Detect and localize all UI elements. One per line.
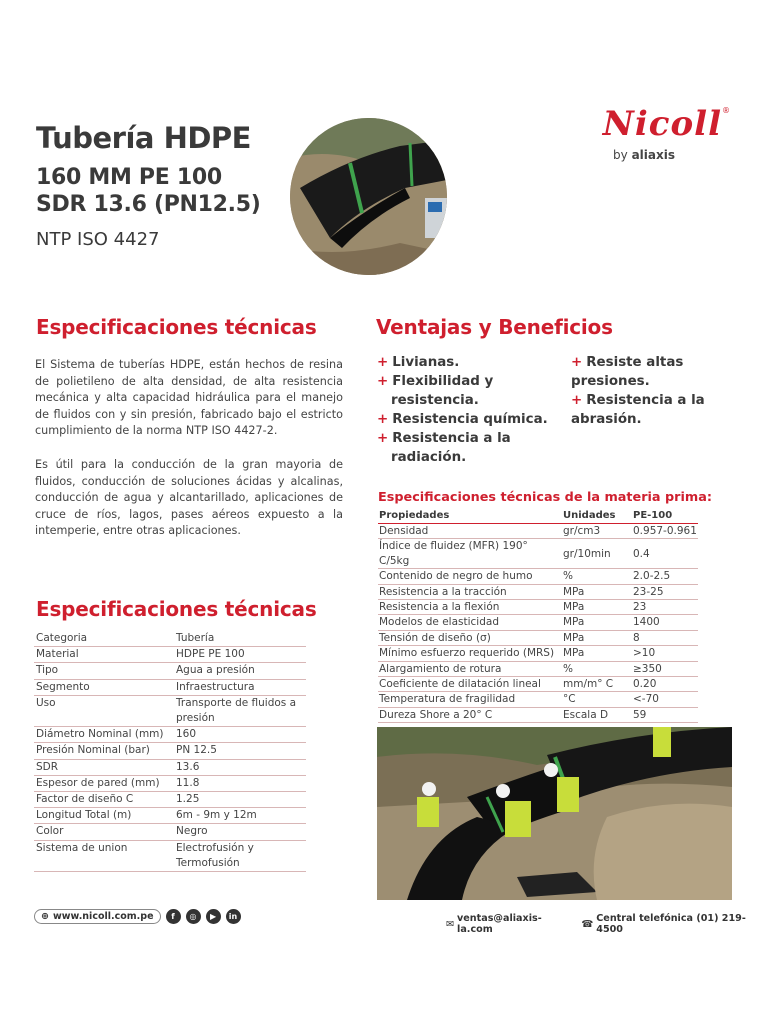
instagram-icon[interactable]: ◎ bbox=[186, 909, 201, 924]
table-row bbox=[378, 630, 698, 645]
spec-value: PN 12.5 bbox=[174, 743, 306, 759]
product-subtitle bbox=[36, 164, 260, 218]
property-value: 1400 bbox=[632, 615, 698, 630]
table-row bbox=[34, 840, 306, 871]
spec-label: Material bbox=[34, 647, 174, 663]
subtitle-line-2: SDR 13.6 (PN12.5) bbox=[36, 192, 261, 217]
table-row bbox=[34, 663, 306, 679]
spec-label: Presión Nominal (bar) bbox=[34, 743, 174, 759]
by-label: by bbox=[613, 148, 632, 162]
footer-left bbox=[34, 906, 241, 926]
plus-icon: + bbox=[377, 374, 389, 389]
property-name: Densidad bbox=[378, 524, 562, 539]
spec-value: Electrofusión y Termofusión bbox=[174, 840, 306, 871]
property-value: >10 bbox=[632, 646, 698, 661]
spec-label: SDR bbox=[34, 759, 174, 775]
spec-value: 13.6 bbox=[174, 759, 306, 775]
facebook-icon[interactable]: f bbox=[166, 909, 181, 924]
table-row bbox=[34, 775, 306, 791]
spec-value: Agua a presión bbox=[174, 663, 306, 679]
table-row bbox=[34, 743, 306, 759]
spec-label: Tipo bbox=[34, 663, 174, 679]
property-value: 59 bbox=[632, 707, 698, 722]
phone-label: Central telefónica (01) 219-4500 bbox=[596, 913, 746, 935]
spec-label: Segmento bbox=[34, 679, 174, 695]
column-header: Propiedades bbox=[378, 509, 562, 524]
property-value: 0.957-0.961 bbox=[633, 525, 697, 537]
specs-intro-paragraph-2: Es útil para la conducción de la gran mayoria de fluidos, conducción de soluciones ácidas y alcalinas, conducción de agua y alcantarillado, aplicaciones de cruce de ríos, lagos, pases aéreos expuesto a la intemperie, entre otras aplicaciones. bbox=[35, 458, 343, 537]
plus-icon: + bbox=[571, 393, 583, 408]
table-row bbox=[34, 792, 306, 808]
property-name: Modelos de elasticidad bbox=[378, 615, 562, 630]
table-row bbox=[378, 615, 698, 630]
spec-label: Color bbox=[34, 824, 174, 840]
table-row bbox=[34, 824, 306, 840]
website-link[interactable] bbox=[34, 909, 161, 924]
email-link[interactable]: ventas@aliaxis-la.com bbox=[457, 913, 542, 935]
property-value: <-70 bbox=[632, 692, 698, 707]
property-unit: mm/m° C bbox=[562, 677, 632, 692]
specs-table-heading: Especificaciones técnicas bbox=[36, 597, 317, 621]
spec-value: 6m - 9m y 12m bbox=[174, 808, 306, 824]
spec-value: Tubería bbox=[174, 631, 306, 647]
property-unit: MPa bbox=[562, 615, 632, 630]
property-unit: °C bbox=[562, 692, 632, 707]
spec-label: Factor de diseño C bbox=[34, 792, 174, 808]
property-value: ≥350 bbox=[632, 661, 698, 676]
spec-value: 1.25 bbox=[174, 792, 306, 808]
page-title: Tubería HDPE bbox=[36, 121, 251, 155]
table-row bbox=[34, 759, 306, 775]
spec-value: Infraestructura bbox=[174, 679, 306, 695]
property-unit: % bbox=[562, 569, 632, 584]
spec-value: 11.8 bbox=[174, 775, 306, 791]
material-specs-heading: Especificaciones técnicas de la materia prima: bbox=[378, 490, 712, 505]
property-value: 23-25 bbox=[632, 584, 698, 599]
property-name: Resistencia a la tracción bbox=[378, 584, 562, 599]
aliaxis-label: aliaxis bbox=[631, 148, 675, 162]
property-unit: MPa bbox=[562, 646, 632, 661]
advantages-heading: Ventajas y Beneficios bbox=[376, 315, 613, 339]
table-row bbox=[34, 631, 306, 647]
plus-icon: + bbox=[571, 355, 583, 370]
spec-label: Categoria bbox=[34, 631, 174, 647]
column-header: Unidades bbox=[562, 509, 632, 524]
table-row bbox=[34, 647, 306, 663]
property-name: Resistencia a la flexión bbox=[378, 600, 562, 615]
property-name: Contenido de negro de humo bbox=[378, 569, 562, 584]
phone-icon: ☎ bbox=[581, 918, 594, 930]
advantage-item: + Livianas. bbox=[377, 355, 460, 370]
table-row bbox=[378, 569, 698, 584]
property-name: Alargamiento de rotura bbox=[378, 661, 562, 676]
specs-intro-paragraph-1: El Sistema de tuberías HDPE, están hechos de resina de polietileno de alta densidad, de alta resistencia mecánica y alta capacidad hidráulica para el manejo de fluidos con y sin presión, fabricado bajo el estricto cumplimiento de la norma NTP ISO 4427-2. bbox=[35, 358, 343, 437]
table-row bbox=[34, 808, 306, 824]
advantages-list-left bbox=[377, 353, 562, 467]
property-name: Tensión de diseño (σ) bbox=[378, 630, 562, 645]
table-header-row bbox=[378, 509, 698, 524]
website-label: www.nicoll.com.pe bbox=[52, 910, 154, 922]
table-row bbox=[378, 584, 698, 599]
spec-value: Transporte de fluidos a presión bbox=[174, 695, 306, 726]
table-row bbox=[378, 677, 698, 692]
table-row bbox=[378, 661, 698, 676]
property-name: Coeficiente de dilatación lineal bbox=[378, 677, 562, 692]
property-unit: MPa bbox=[562, 630, 632, 645]
property-unit: % bbox=[562, 661, 632, 676]
advantages-list-right bbox=[571, 353, 731, 429]
globe-icon: ⊕ bbox=[41, 910, 49, 922]
plus-icon: + bbox=[377, 355, 389, 370]
property-unit: gr/cm3 bbox=[562, 524, 632, 539]
property-value: 0.20 bbox=[632, 677, 698, 692]
advantage-item: + Flexibilidad y resistencia. bbox=[377, 374, 494, 408]
property-value: 23 bbox=[632, 600, 698, 615]
hero-pipe-photo bbox=[290, 118, 447, 275]
column-header: PE-100 bbox=[632, 509, 698, 524]
property-name: Índice de fluidez (MFR) 190° C/5kg bbox=[378, 539, 562, 569]
table-row bbox=[378, 707, 698, 722]
norm-label: NTP ISO 4427 bbox=[36, 229, 160, 250]
table-row bbox=[378, 539, 698, 569]
spec-label: Diámetro Nominal (mm) bbox=[34, 727, 174, 743]
installation-photo bbox=[377, 727, 732, 900]
property-value: 8 bbox=[632, 630, 698, 645]
material-specs-table bbox=[378, 509, 698, 723]
advantage-item: + Resistencia a la abrasión. bbox=[571, 393, 705, 427]
nicoll-logo bbox=[560, 102, 730, 172]
property-value: 2.0-2.5 bbox=[632, 569, 698, 584]
mail-icon: ✉ bbox=[446, 918, 455, 930]
plus-icon: + bbox=[377, 431, 389, 446]
subtitle-line-1: 160 MM PE 100 bbox=[36, 165, 222, 190]
table-row bbox=[378, 692, 698, 707]
property-unit: MPa bbox=[562, 584, 632, 599]
registered-mark: ® bbox=[722, 106, 730, 115]
spec-value: Negro bbox=[174, 824, 306, 840]
specs-intro-heading: Especificaciones técnicas bbox=[36, 315, 317, 339]
property-name: Mínimo esfuerzo requerido (MRS) bbox=[378, 646, 562, 661]
table-row bbox=[378, 646, 698, 661]
linkedin-icon[interactable]: in bbox=[226, 909, 241, 924]
advantage-item: + Resistencia química. bbox=[377, 412, 548, 427]
specs-table bbox=[34, 631, 306, 872]
spec-label: Uso bbox=[34, 695, 174, 726]
spec-value: HDPE PE 100 bbox=[174, 647, 306, 663]
spec-value: 160 bbox=[174, 727, 306, 743]
logo-wordmark: Nicoll bbox=[602, 104, 722, 144]
by-aliaxis bbox=[613, 148, 675, 162]
youtube-icon[interactable]: ▶ bbox=[206, 909, 221, 924]
property-value: 0.4 bbox=[632, 539, 698, 569]
spec-label: Longitud Total (m) bbox=[34, 808, 174, 824]
table-row bbox=[34, 727, 306, 743]
property-unit: Escala D bbox=[562, 707, 632, 722]
property-unit: gr/10min bbox=[562, 539, 632, 569]
footer-contact bbox=[446, 913, 768, 935]
plus-icon: + bbox=[377, 412, 389, 427]
advantage-item: + Resiste altas presiones. bbox=[571, 355, 684, 389]
table-row bbox=[34, 695, 306, 726]
property-name: Dureza Shore a 20° C bbox=[378, 707, 562, 722]
property-unit: MPa bbox=[562, 600, 632, 615]
table-row bbox=[378, 524, 698, 539]
table-row bbox=[378, 600, 698, 615]
spec-label: Sistema de union bbox=[34, 840, 174, 871]
spec-label: Espesor de pared (mm) bbox=[34, 775, 174, 791]
property-name: Temperatura de fragilidad bbox=[378, 692, 562, 707]
table-row bbox=[34, 679, 306, 695]
advantage-item: + Resistencia a la radiación. bbox=[377, 431, 511, 465]
